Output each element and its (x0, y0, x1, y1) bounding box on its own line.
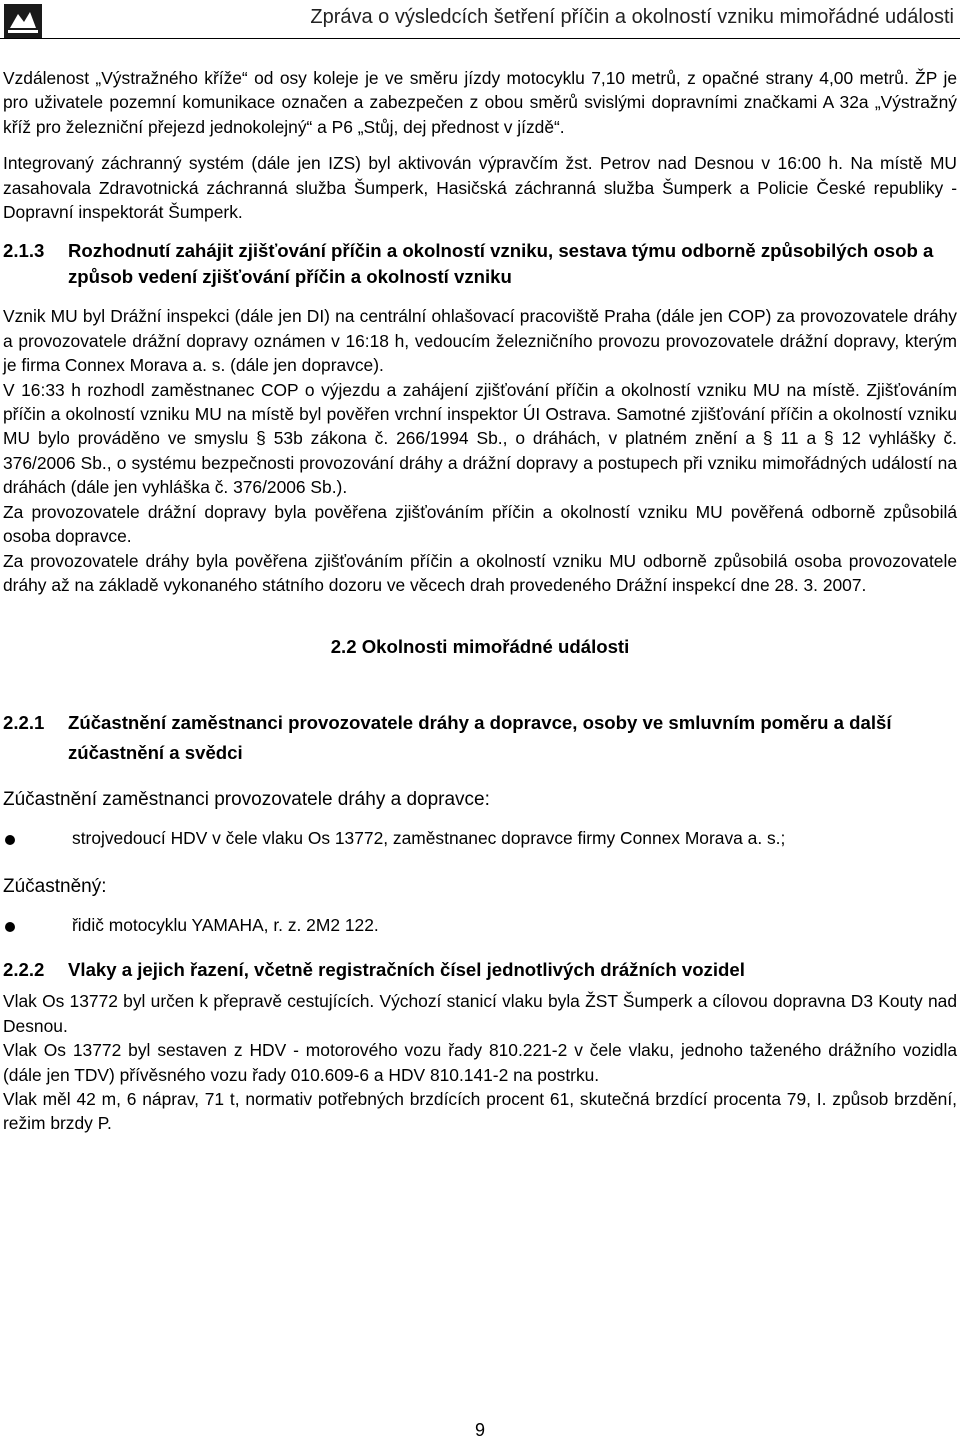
page-number: 9 (474, 1420, 485, 1440)
section-number: 2.2.1 (3, 711, 45, 733)
paragraph-investigation (3, 304, 957, 597)
drazni-inspekce-logo (4, 4, 42, 38)
staff-list (3, 826, 957, 850)
paragraph-train (3, 989, 957, 1135)
section-title: Rozhodnutí zahájit zjišťování příčin a okolností vzniku, sestava týmu odborně způsobilých osob a způsob vedení zjišťování příčin a okolností vzniku (68, 240, 934, 288)
bullet-icon (5, 922, 15, 932)
section-number: 2.1.3 (3, 240, 45, 262)
participant-list (3, 913, 957, 937)
section-title: Zúčastnění zaměstnanci provozovatele dráhy a dopravce, osoby ve smluvním poměru a další zúčastnění a svědci (68, 711, 892, 763)
paragraph-line: Vlak Os 13772 byl sestaven z HDV - motorového vozu řady 810.221-2 v čele vlaku, jednoho taženého drážního vozidla (dále jen TDV) přívěsného vozu řady 010.609-6 a HDV 810.141-2 na postrku. (3, 1040, 957, 1085)
paragraph-line: Za provozovatele dráhy byla pověřena zjišťováním příčin a okolností vzniku MU odborně způsobilá osoba provozovatele dráhy až na základě vykonaného státního dozoru ve věcech drah provedeného Drážní inspekcí dne 28. 3. 2007. (3, 550, 957, 595)
paragraph-line: Vznik MU byl Drážní inspekci (dále jen DI) na centrální ohlašovací pracoviště Praha (dále jen COP) za provozovatele dráhy a provozovatele drážní dopravy oznámen v 16:18 h, vedoucím železničního provozu provozovatele drážní dopravy, kterým je firma Connex Morava a. s. (dále jen dopravce). (3, 306, 957, 376)
paragraph-crossing-distance: Vzdálenost „Výstražného kříže“ od osy koleje je ve směru jízdy motocyklu 7,10 metrů, z opačné strany 4,00 metrů. ŽP je pro uživatele pozemní komunikace označen a zabezpečen z obou směrů svislými dopravními značkami A 32a „Výstražný kříž pro železniční přejezd jednokolejný“ a P6 „Stůj, dej přednost v jízdě“. (3, 68, 957, 137)
paragraph-line: Vlak měl 42 m, 6 náprav, 71 t, normativ potřebných brzdících procent 61, skutečná brzdící procenta 79, I. způsob brzdění, režim brzdy P. (3, 1088, 957, 1134)
page-header (0, 0, 960, 44)
paragraph-line: Vlak Os 13772 byl určen k přepravě cestujících. Výchozí stanicí vlaku byla ŽST Šumperk a cílovou dopravna D3 Kouty nad Desnou. (3, 991, 957, 1036)
participant-label: Zúčastněný: (3, 875, 107, 897)
section-heading-2-2-2 (3, 957, 957, 983)
section-heading-2-1-3 (3, 238, 957, 290)
list-item-text: strojvedoucí HDV v čele vlaku Os 13772, zaměstnanec dopravce firmy Connex Morava a. s.; (72, 828, 786, 849)
paragraph-line: Za provozovatele drážní dopravy byla pověřena zjišťováním příčin a okolností vzniku MU pověřená odborně způsobilá osoba dopravce. (3, 501, 957, 547)
paragraph-line: V 16:33 h rozhodl zaměstnanec COP o výjezdu a zahájení zjišťování příčin a okolností vzniku MU na místě. Zjišťováním příčin a okolností vzniku MU na místě byl pověřen vrchní inspektor ÚI Ostrava. Samotné zjišťování příčin a okolností vzniku MU bylo prováděno ve smyslu § 53b zákona č. 266/1994 Sb., o dráhách, v platném znění a § 11 a § 12 vyhlášky č. 376/2006 Sb., o systému bezpečnosti provozování dráhy a drážní dopravy a postupech při vzniku mimořádných událostí na dráhách (dále jen vyhláška č. 376/2006 Sb.). (3, 379, 957, 498)
header-title: Zpráva o výsledcích šetření příčin a okolností vzniku mimořádné události (310, 6, 954, 28)
section-heading-2-2-1 (3, 708, 957, 768)
document-body (3, 66, 957, 1136)
section-heading-2-2: 2.2 Okolnosti mimořádné události (330, 636, 630, 658)
list-item (3, 913, 957, 937)
section-number: 2.2.2 (3, 959, 45, 981)
section-title: Vlaky a jejich řazení, včetně registračních čísel jednotlivých drážních vozidel (68, 959, 745, 981)
list-item (3, 826, 957, 850)
staff-label: Zúčastnění zaměstnanci provozovatele dráhy a dopravce: (3, 788, 490, 810)
bullet-icon (5, 835, 15, 845)
list-item-text: řidič motocyklu YAMAHA, r. z. 2M2 122. (72, 914, 379, 935)
header-divider (0, 38, 960, 39)
paragraph-izs: Integrovaný záchranný systém (dále jen IZS) byl aktivován výpravčím žst. Petrov nad Desnou v 16:00 h. Na místě MU zasahovala Zdravotnická záchranná služba Šumperk, Hasičská záchranná služba Šumperk a Policie České republiky - Dopravní inspektorát Šumperk. (3, 153, 957, 223)
